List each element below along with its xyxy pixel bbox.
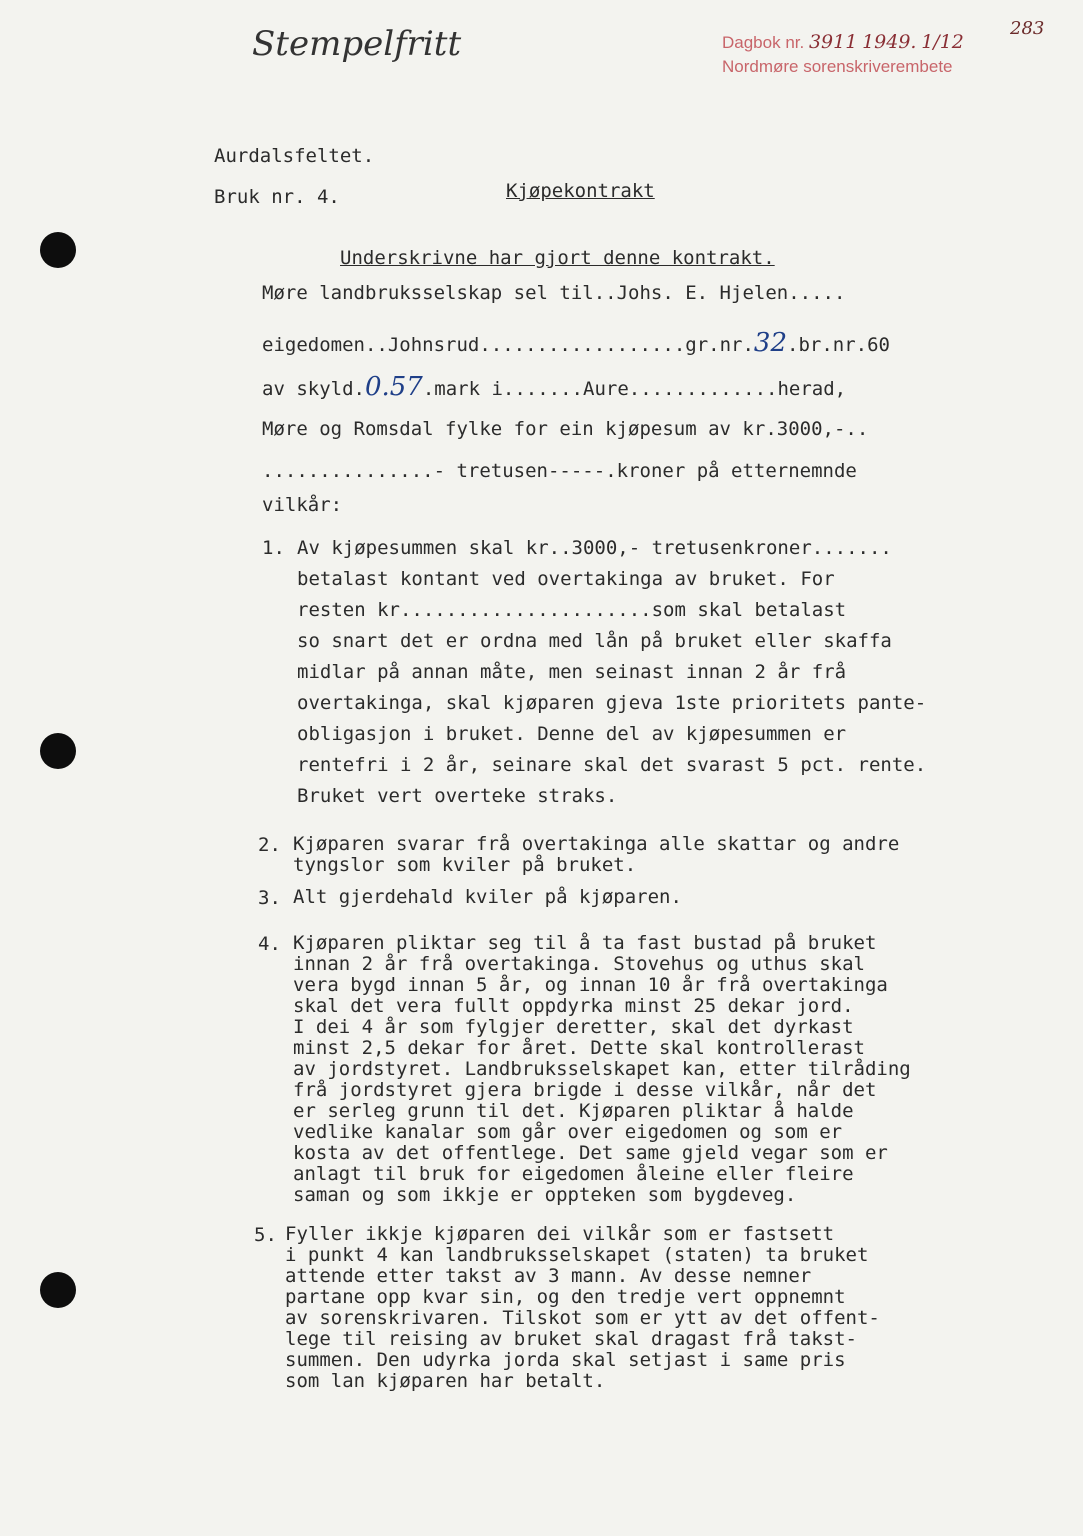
punch-hole-middle — [40, 733, 76, 769]
term-line: saman og som ikkje er oppteken som bygdeveg. — [293, 1184, 797, 1206]
term-line: Bruket vert overteke straks. — [297, 785, 618, 807]
term-line: minst 2,5 dekar for året. Dette skal kontrollerast — [293, 1037, 865, 1059]
term-line: frå jordstyret gjera brigde i desse vilkår, når det — [293, 1079, 877, 1101]
term-line: av jordstyret. Landbruksselskapet kan, etter tilråding — [293, 1058, 911, 1080]
sum-words: - tretusen----- — [433, 460, 606, 482]
term-line: summen. Den udyrka jorda skal setjast i same pris — [285, 1349, 846, 1371]
term-line: tyngslor som kviler på bruket. — [293, 854, 637, 876]
term-line: rentefri i 2 år, seinare skal det svarast 5 pct. rente. — [297, 754, 927, 776]
term-line: Kjøparen pliktar seg til å ta fast bustad på bruket — [293, 932, 877, 954]
contract-intro: Underskrivne har gjort denne kontrakt. — [340, 247, 775, 269]
form-text: .kroner på etternemnde — [605, 460, 857, 482]
stamp-label: Dagbok nr. — [722, 33, 805, 52]
form-line-sum-words — [262, 460, 857, 482]
term-line: vedlike kanalar som går over eigedomen og som er — [293, 1121, 843, 1143]
form-text: eigedomen.. — [262, 334, 388, 356]
feltet-label: Aurdalsfeltet. — [214, 145, 375, 167]
term-line: lege til reising av bruket skal dragast frå takst- — [285, 1328, 857, 1350]
punch-hole-bottom — [40, 1272, 76, 1308]
form-text: .............herad, — [628, 378, 847, 400]
term-line: innan 2 år frå overtakinga. Stovehus og uthus skal — [293, 953, 865, 975]
term-line: skal det vera fullt oppdyrka minst 25 dekar jord. — [293, 995, 854, 1017]
term-4-number: 4. — [258, 933, 281, 955]
term-line: I dei 4 år som fylgjer deretter, skal det dyrkast — [293, 1016, 854, 1038]
form-text: .mark i....... — [422, 378, 583, 400]
herad-name: Aure — [583, 378, 629, 400]
term-line: resten kr......................som skal betalast — [297, 599, 847, 621]
form-dots: ............... — [262, 460, 434, 482]
term-2-text — [293, 834, 899, 876]
stamp-line-2: Nordmøre sorenskriverembete — [722, 57, 953, 76]
skyld-value: 0.57 — [364, 372, 423, 402]
term-line: som lan kjøparen har betalt. — [285, 1370, 606, 1392]
form-line-seller — [262, 282, 845, 304]
term-line: i punkt 4 kan landbruksselskapet (staten) ta bruket — [285, 1244, 869, 1266]
handwritten-title: Stempelfritt — [252, 24, 462, 64]
folio-number: 283 — [1010, 18, 1045, 39]
term-line: partane opp kvar sin, og den tredje vert oppnemnt — [285, 1286, 846, 1308]
term-line: Alt gjerdehald kviler på kjøparen. — [293, 886, 682, 908]
term-1-text — [297, 533, 926, 812]
term-line: Fyller ikkje kjøparen dei vilkår som er fastsett — [285, 1223, 835, 1245]
term-line: Kjøparen svarar frå overtakinga alle skattar og andre — [293, 833, 900, 855]
term-5-text — [285, 1224, 880, 1392]
punch-hole-top — [40, 232, 76, 268]
term-line: Av kjøpesummen skal kr..3000,- tretusenkroner....... — [297, 537, 892, 559]
property-name: Johnsrud — [387, 334, 480, 356]
term-4-text — [293, 933, 911, 1206]
term-1-number: 1. — [262, 537, 285, 559]
term-line: obligasjon i bruket. Denne del av kjøpesummen er — [297, 723, 847, 745]
vilkar-label: vilkår: — [262, 494, 343, 516]
form-text: ..................gr.nr. — [479, 334, 754, 356]
gnr-value: 32 — [753, 328, 787, 358]
form-dots: .. — [845, 418, 869, 440]
term-5-number: 5. — [254, 1224, 277, 1246]
term-line: overtakinga, skal kjøparen gjeva 1ste prioritets pante- — [297, 692, 927, 714]
stamp-date: 1/12 — [921, 31, 964, 53]
form-text: .br.nr. — [787, 334, 868, 356]
form-text: av skyld. — [262, 378, 365, 400]
buyer-name: Johs. E. Hjelen — [616, 282, 789, 304]
stamp-line-1 — [722, 30, 964, 55]
term-line: so snart det er ordna med lån på bruket eller skaffa — [297, 630, 892, 652]
stamp-year: 1949. — [862, 31, 917, 53]
form-line-property — [262, 328, 890, 358]
form-text: Møre landbruksselskap sel til.. — [262, 282, 617, 304]
term-line: betalast kontant ved overtakinga av bruket. For — [297, 568, 835, 590]
term-3-number: 3. — [258, 887, 281, 909]
form-line-sum — [262, 418, 868, 440]
term-line: av sorenskrivaren. Tilskot som er ytt av det offent- — [285, 1307, 880, 1329]
term-line: midlar på annan måte, men seinast innan 2 år frå — [297, 661, 847, 683]
form-line-skyld — [262, 372, 846, 402]
term-line: er serleg grunn til det. Kjøparen pliktar å halde — [293, 1100, 854, 1122]
bruk-label: Bruk nr. 4. — [214, 186, 340, 208]
form-dots: ..... — [788, 282, 846, 304]
term-line: vera bygd innan 5 år, og innan 10 år frå overtakinga — [293, 974, 888, 996]
stamp-number: 3911 — [808, 31, 858, 53]
registry-stamp — [722, 30, 964, 79]
term-line: anlagt til bruk for eigedomen åleine eller fleire — [293, 1163, 854, 1185]
term-2-number: 2. — [258, 834, 281, 856]
sum-value: 3000,- — [776, 418, 846, 440]
term-line: kosta av det offentlege. Det same gjeld vegar som er — [293, 1142, 888, 1164]
term-3-text — [293, 887, 682, 908]
bnr-value: 60 — [867, 334, 890, 356]
form-text: Møre og Romsdal fylke for ein kjøpesum av kr. — [262, 418, 777, 440]
term-line: attende etter takst av 3 mann. Av desse nemner — [285, 1265, 812, 1287]
contract-title: Kjøpekontrakt — [506, 180, 655, 202]
